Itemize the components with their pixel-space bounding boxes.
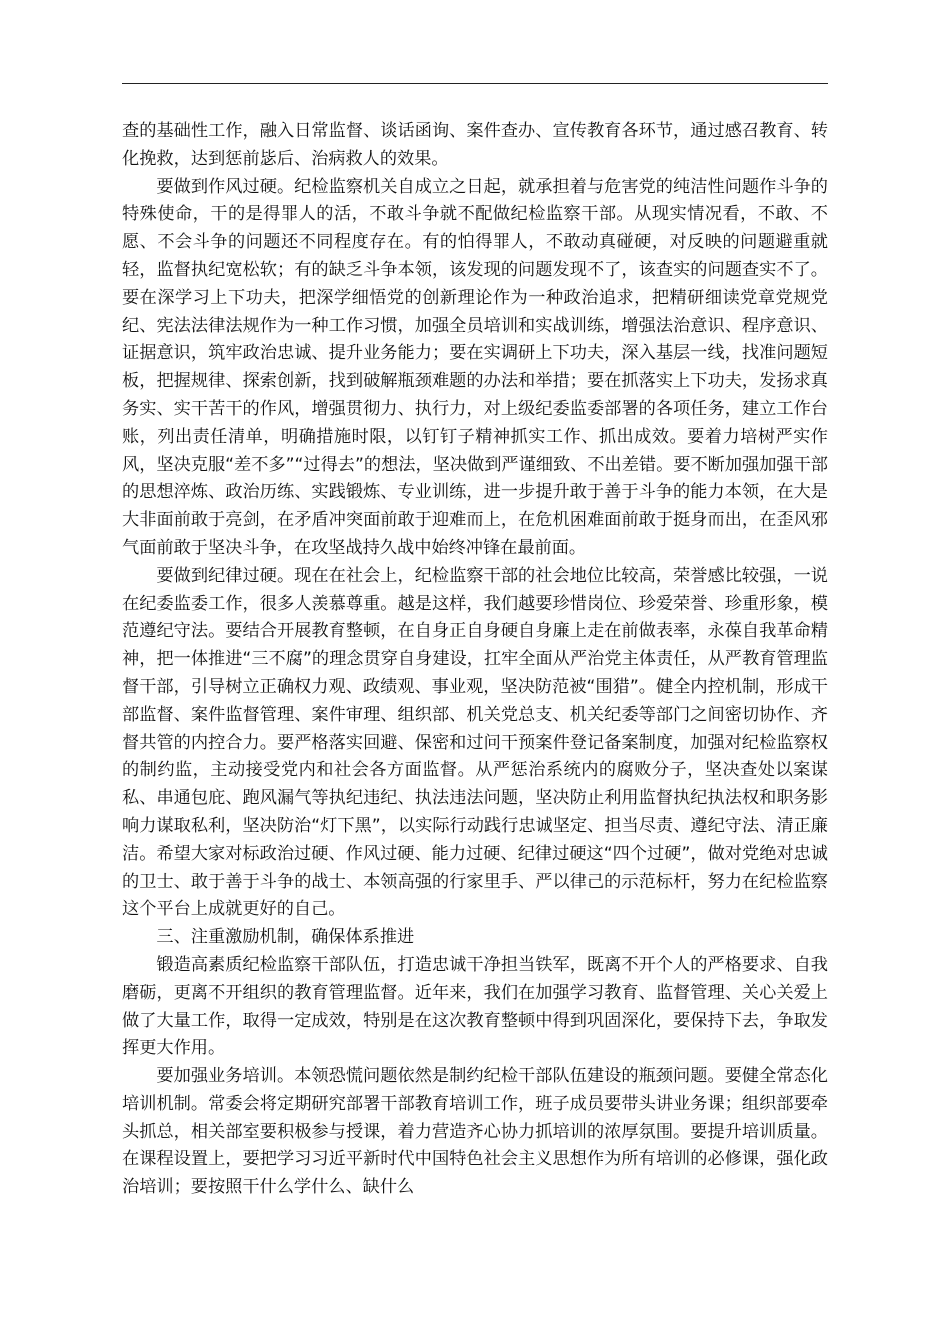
paragraph-training: 要加强业务培训。本领恐慌问题依然是制约纪检干部队伍建设的瓶颈问题。要健全常态化培训机制。常委会将定期研究部署干部教育培训工作，班子成员要带头讲业务课；组织部要牵头抓总，相关部室要积极参与授课，着力营造齐心协力抓培训的浓厚氛围。要提升培训质量。在课程设置上，要把学习习近平新时代中国特色社会主义思想作为所有培训的必修课，强化政治培训；要按照干什么学什么、缺什么 xyxy=(122,1066,828,1198)
paragraph-work-style: 要做到作风过硬。纪检监察机关自成立之日起，就承担着与危害党的纯洁性问题作斗争的特殊使命，干的是得罪人的活，不敢斗争就不配做纪检监察干部。从现实情况看，不敢、不愿、不会斗争的问题还不同程度存在。有的怕得罪人，不敢动真碰硬，对反映的问题避重就轻，监督执纪宽松软；有的缺乏斗争本领，该发现的问题发现不了，该查实的问题查实不了。要在深学习上下功夫，把深学细悟党的创新理论作为一种政治追求，把精研细读党章党规党纪、宪法法律法规作为一种工作习惯，加强全员培训和实战训练，增强法治意识、程序意识、证据意识，筑牢政治忠诚、提升业务能力；要在实调研上下功夫，深入基层一线，找准问题短板，把握规律、探索创新，找到破解瓶颈难题的办法和举措；要在抓落实上下功夫，发扬求真务实、实干苦干的作风，增强贯彻力、执行力，对上级纪委监委部署的各项任务，建立工作台账，列出责任清单，明确措施时限，以钉钉子精神抓实工作、抓出成效。要着力培树严实作风，坚决克服“差不多”“过得去”的想法，坚决做到严谨细致、不出差错。要不断加强加强干部的思想淬炼、政治历练、实践锻炼、专业训练，进一步提升敢于善于斗争的能力本领，在大是大非面前敢于亮剑，在矛盾冲突面前敢于迎难而上，在危机困难面前敢于挺身而出，在歪风邪气面前敢于坚决斗争，在攻坚战持久战中始终冲锋在最前面。 xyxy=(122,176,828,558)
paragraph-team-building: 锻造高素质纪检监察干部队伍，打造忠诚干净担当铁军，既离不开个人的严格要求、自我磨砺，更离不开组织的教育管理监督。近年来，我们在加强学习教育、监督管理、关心关爱上做了大量工作，取得一定成效，特别是在这次教育整顿中得到巩固深化，要保持下去，争取发挥更大作用。 xyxy=(122,954,828,1059)
section-heading: 三、注重激励机制，确保体系推进 xyxy=(156,927,415,948)
paragraph-continued: 查的基础性工作，融入日常监督、谈话函询、案件查办、宣传教育各环节，通过感召教育、转化挽救，达到惩前毖后、治病救人的效果。 xyxy=(122,121,828,169)
header-rule xyxy=(122,83,828,84)
document-body xyxy=(122,118,828,1202)
paragraph-discipline: 要做到纪律过硬。现在在社会上，纪检监察干部的社会地位比较高，荣誉感比较强，一说在纪委监委工作，很多人羡慕尊重。越是这样，我们越要珍惜岗位、珍爱荣誉、珍重形象，模范遵纪守法。要结合开展教育整顿，在自身正自身硬自身廉上走在前做表率，永葆自我革命精神，把一体推进“三不腐”的理念贯穿自身建设，扛牢全面从严治党主体责任，从严教育管理监督干部，引导树立正确权力观、政绩观、事业观，坚决防范被“围猎”。健全内控机制，形成干部监督、案件监督管理、案件审理、组织部、机关党总支、机关纪委等部门之间密切协作、齐督共管的内控合力。要严格落实回避、保密和过问干预案件登记备案制度，加强对纪检监察权的制约监，主动接受党内和社会各方面监督。从严惩治系统内的腐败分子，坚决查处以案谋私、串通包庇、跑风漏气等执纪违纪、执法违法问题，坚决防止利用监督执纪执法权和职务影响力谋取私利，坚决防治“灯下黑”，以实际行动践行忠诚坚定、担当尽责、遵纪守法、清正廉洁。希望大家对标政治过硬、作风过硬、能力过硬、纪律过硬这“四个过硬”，做对党绝对忠诚的卫士、敢于善于斗争的战士、本领高强的行家里手、严以律己的示范标杆，努力在纪检监察这个平台上成就更好的自己。 xyxy=(122,565,828,920)
